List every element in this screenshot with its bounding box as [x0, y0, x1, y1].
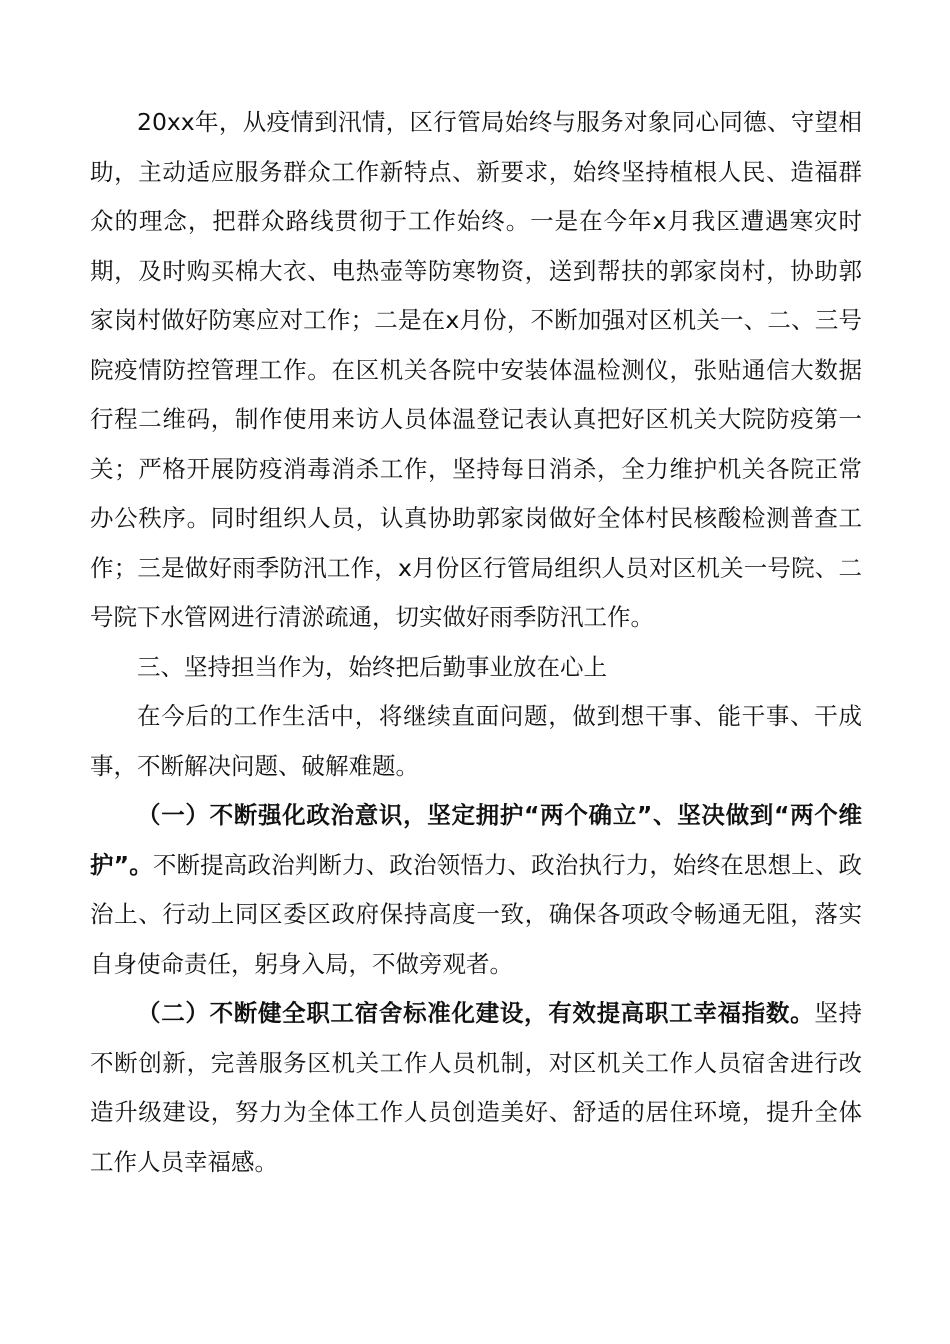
section-heading-three — [90, 643, 862, 693]
paragraph-epidemic-flood — [90, 98, 862, 643]
paragraph-text: 在今后的工作生活中，将继续直面问题，做到想干事、能干事、干成事，不断解决问题、破解难题。 — [90, 702, 862, 780]
item-one-lead: （一）不断强化政治意识，坚定拥护“两个确立”、坚决做到“两个维护”。 — [90, 801, 862, 879]
paragraph-future-work — [90, 692, 862, 791]
item-two-lead: （二）不断健全职工宿舍标准化建设，有效提高职工幸福指数。 — [137, 999, 815, 1027]
document-body — [90, 98, 862, 1187]
paragraph-item-two — [90, 989, 862, 1187]
paragraph-item-one — [90, 791, 862, 989]
section-heading-text: 三、坚持担当作为，始终把后勤事业放在心上 — [137, 652, 607, 681]
paragraph-text: 坚持不断创新，完善服务区机关工作人员机制，对区机关工作人员宿舍进行改造升级建设，努力为全体工作人员创造美好、舒适的居住环境，提升全体工作人员幸福感。 — [90, 999, 863, 1176]
paragraph-text: 不断提高政治判断力、政治领悟力、政治执行力，始终在思想上、政治上、行动上同区委区政府保持高度一致，确保各项政令畅通无阻，落实自身使命责任，躬身入局，不做旁观者。 — [90, 850, 862, 978]
paragraph-text: 20xx年，从疫情到汛情，区行管局始终与服务对象同心同德、守望相助，主动适应服务群众工作新特点、新要求，始终坚持植根人民、造福群众的理念，把群众路线贯彻于工作始终。一是在今年x月我区遭遇寒灾时期，及时购买棉大衣、电热壶等防寒物资，送到帮扶的郭家岗村，协助郭家岗村做好防寒应对工作；二是在x月份，不断加强对区机关一、二、三号院疫情防控管理工作。在区机关各院中安装体温检测仪，张贴通信大数据行程二维码，制作使用来访人员体温登记表认真把好区机关大院防疫第一关；严格开展防疫消毒消杀工作，坚持每日消杀，全力维护机关各院正常办公秩序。同时组织人员，认真协助郭家岗做好全体村民核酸检测普查工作；三是做好雨季防汛工作，x月份区行管局组织人员对区机关一号院、二号院下水管网进行清淤疏通，切实做好雨季防汛工作。 — [90, 108, 863, 631]
